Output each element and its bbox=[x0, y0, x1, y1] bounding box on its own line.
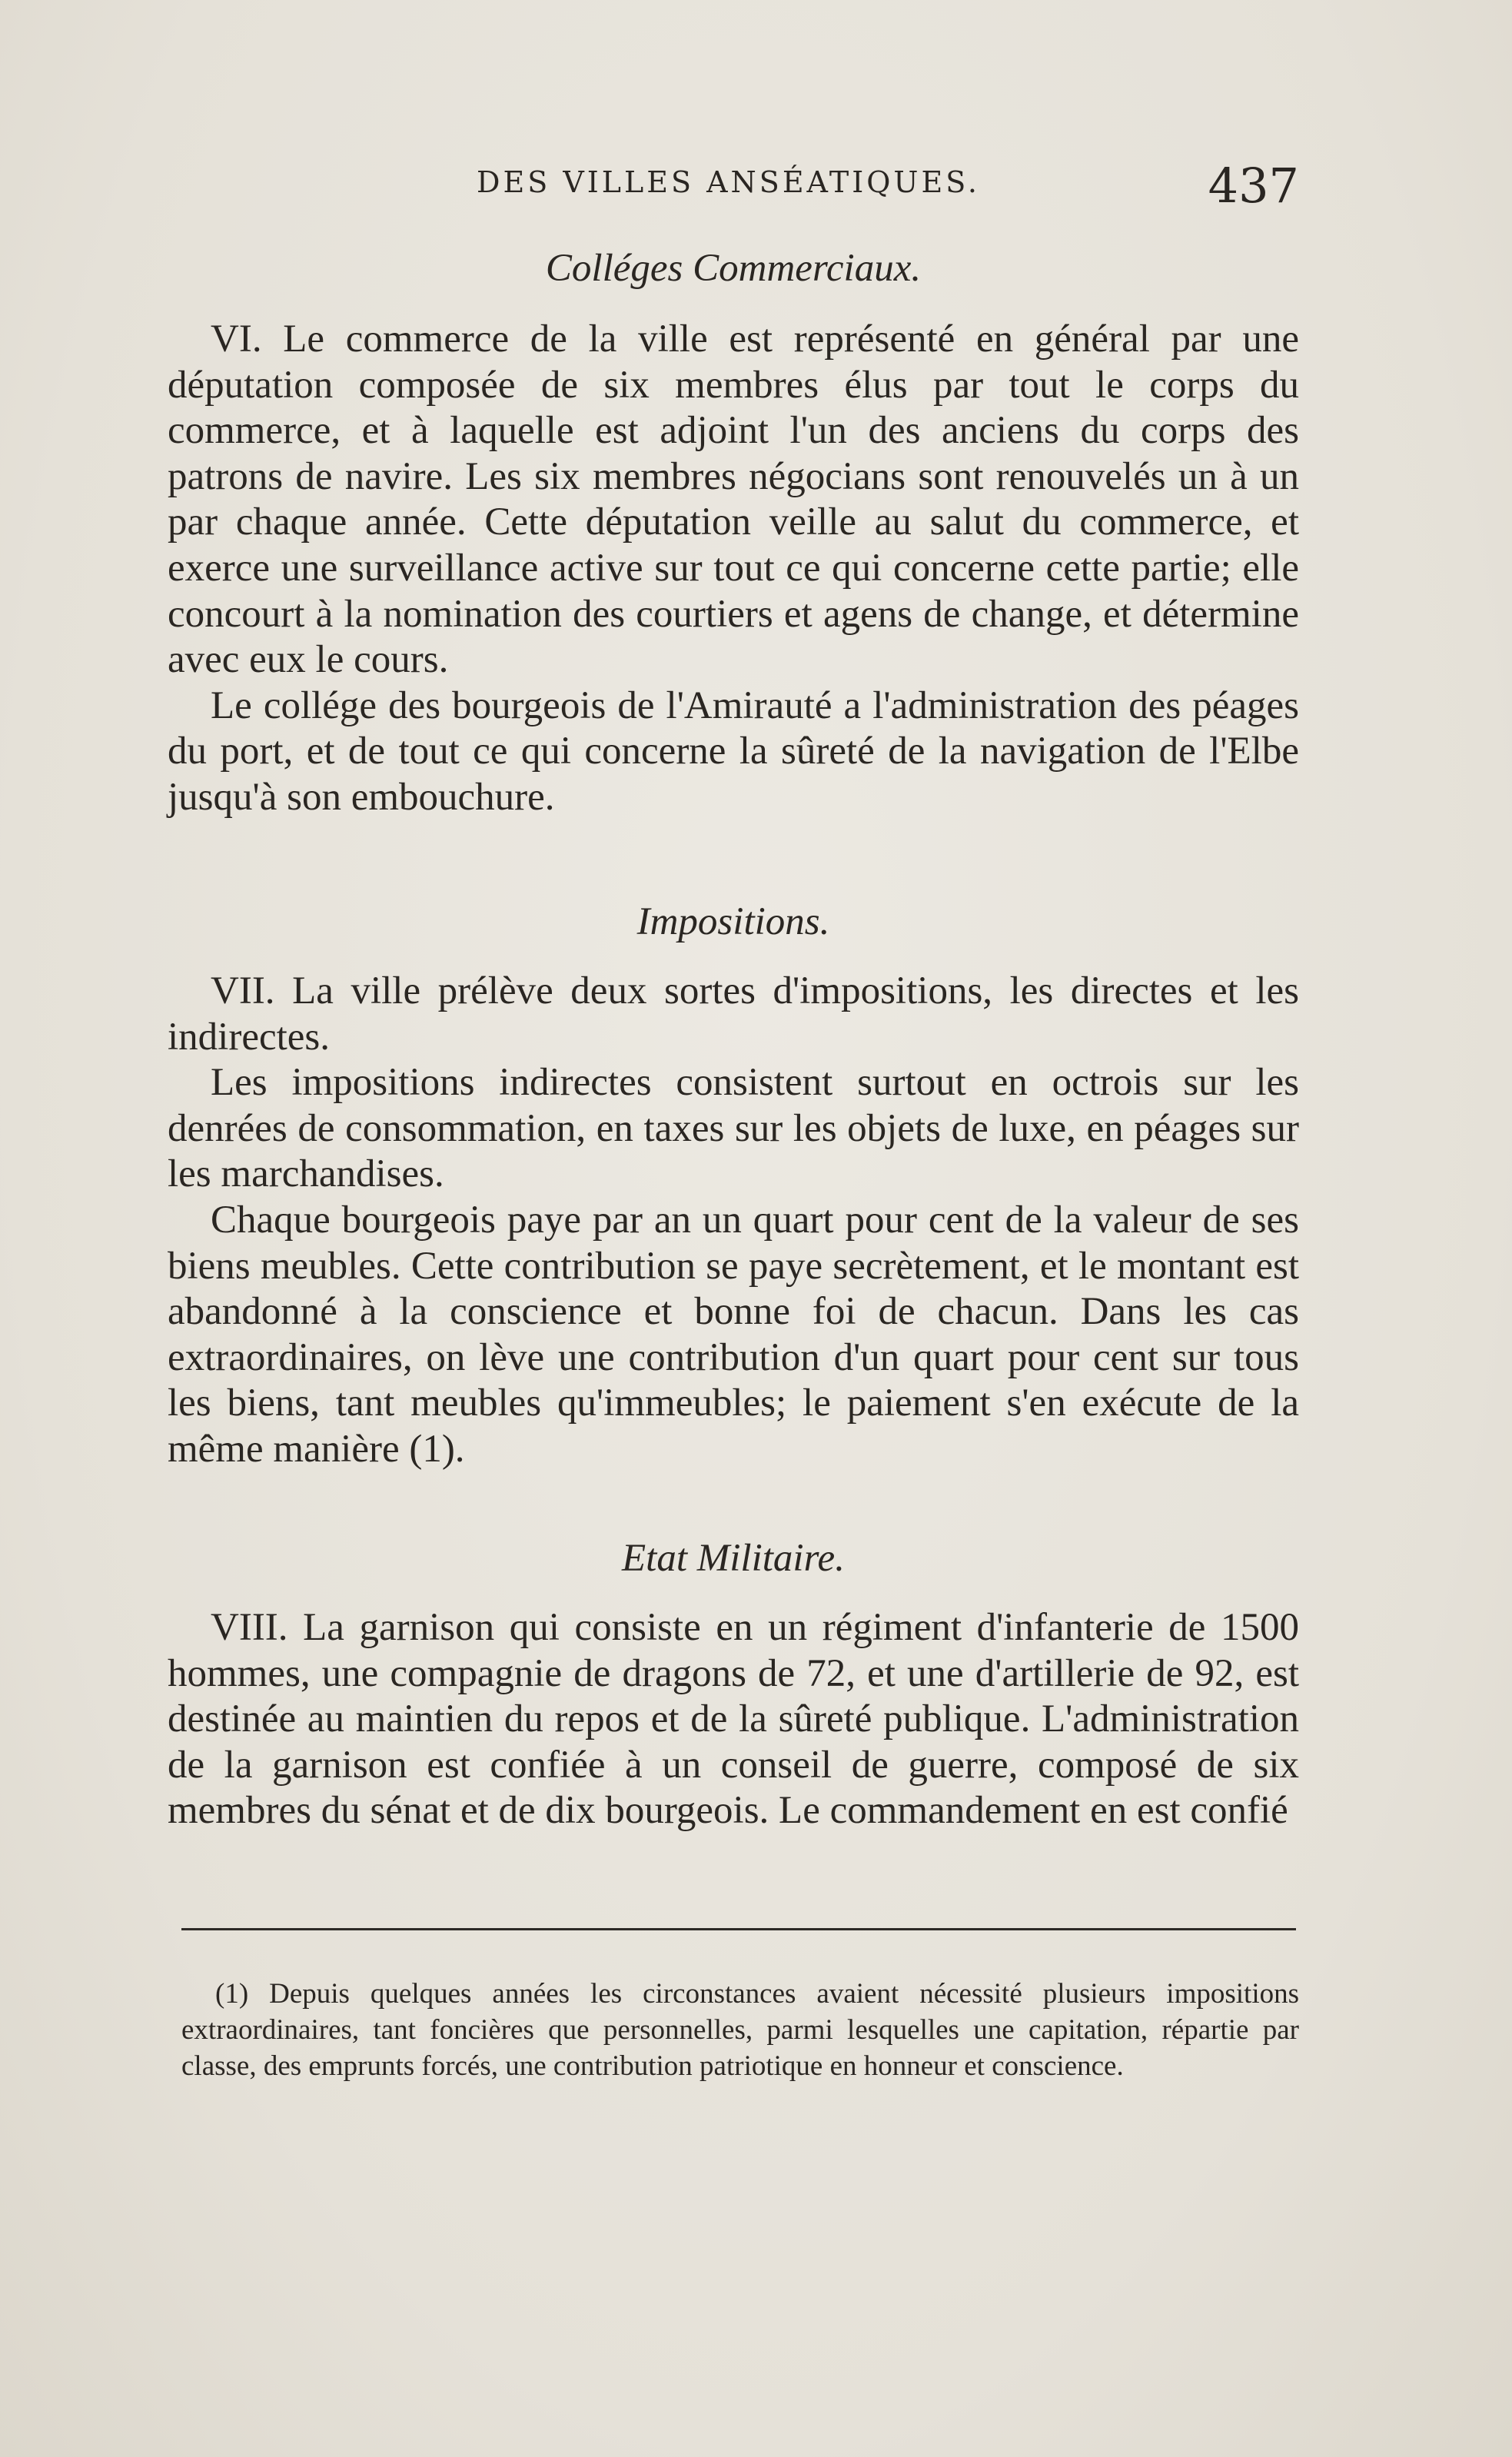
footnote bbox=[181, 1976, 1299, 2084]
running-head: DES VILLES ANSÉATIQUES. bbox=[477, 165, 980, 199]
section-title-impositions: Impositions. bbox=[636, 900, 830, 943]
section-body-militaire bbox=[168, 1605, 1299, 1834]
paragraph: VI. Le commerce de la ville est représenté en général par une députation composée de six membres élus par tout le corps du commerce, et à laquelle est adjoint l'un des anciens du corps des patrons de navire. Les six membres négocians sont renouvelés un à un par chaque année. Cette députation veille au salut du commerce, et exerce une surveillance active sur tout ce qui concerne cette partie; elle concourt à la nomination des courtiers et agens de change, et détermine avec eux le cours. bbox=[168, 318, 1299, 682]
section-body-colleges bbox=[168, 317, 1299, 821]
paragraph: Chaque bourgeois paye par an un quart pour cent de la valeur de ses biens meubles. Cette contribution se paye secrètement, et le montant est abandonné à la conscience et bonne foi de chacun. Dans les cas extraordinaires, on lève une contribution d'un quart pour cent sur tous les biens, tant meubles qu'immeubles; le paiement s'en exécute de la même manière (1). bbox=[168, 1198, 1299, 1471]
section-title-militaire: Etat Militaire. bbox=[622, 1537, 845, 1580]
page-header bbox=[169, 158, 1299, 219]
page-number: 437 bbox=[1208, 158, 1299, 214]
footnote-rule bbox=[181, 1928, 1296, 1930]
paragraph: VIII. La garnison qui consiste en un régiment d'infanterie de 1500 hommes, une compagnie de dragons de 72, et une d'artillerie de 92, est destinée au maintien du repos et de la sûreté publique. L'administration de la garnison est confiée à un conseil de guerre, composé de six membres du sénat et de dix bourgeois. Le commandement en est confié bbox=[168, 1606, 1299, 1833]
paragraph: Le collége des bourgeois de l'Amirauté a l'administration des péages du port, et de tout ce qui concerne la sûreté de la navigation de l'Elbe jusqu'à son embouchure. bbox=[168, 683, 1299, 819]
section-title-colleges: Colléges Commerciaux. bbox=[545, 247, 922, 290]
section-body-impositions bbox=[168, 969, 1299, 1473]
paragraph: VII. La ville prélève deux sortes d'impositions, les directes et les indirectes. bbox=[168, 969, 1299, 1059]
paragraph: Les impositions indirectes consistent surtout en octrois sur les denrées de consommation, en taxes sur les objets de luxe, en péages sur les marchandises. bbox=[168, 1061, 1299, 1196]
footnote-text: (1) Depuis quelques années les circonstances avaient nécessité plusieurs impositions extraordinaires, tant foncières que personnelles, parmi lesquelles une capitation, répartie par classe, des emprunts forcés, une contribution patriotique en honneur et conscience. bbox=[181, 1978, 1299, 2082]
